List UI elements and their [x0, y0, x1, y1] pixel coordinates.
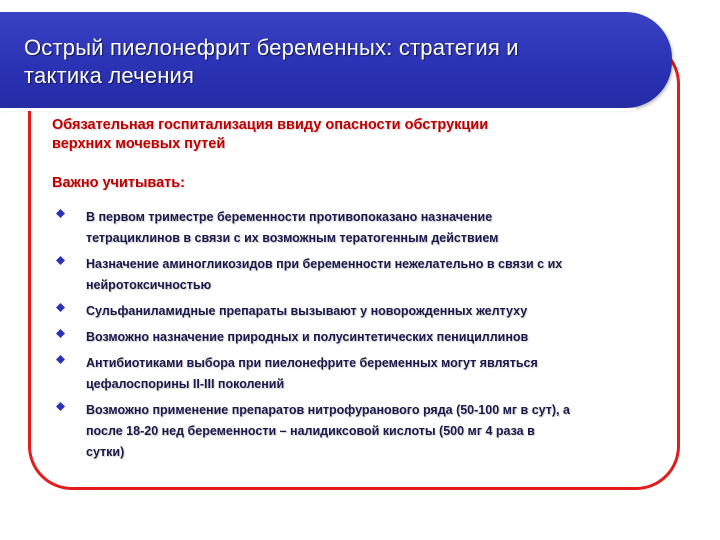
bullet-diamond-icon — [56, 303, 65, 312]
bullet-diamond-icon — [56, 256, 65, 265]
list-item — [52, 301, 662, 322]
bullet-text — [86, 400, 662, 463]
bullet-diamond-icon — [56, 402, 65, 411]
title-underline — [0, 108, 636, 111]
bullet-1-line-1: В первом триместре беременности противопоказано назначение — [86, 210, 493, 224]
bullet-text — [86, 327, 662, 348]
bullet-6-line-2: после 18-20 нед беременности – налидиксовой кислоты (500 мг 4 раза в — [86, 424, 535, 438]
bullet-4-line-1: Возможно назначение природных и полусинтетических пенициллинов — [86, 330, 529, 344]
bullet-diamond-icon — [56, 355, 65, 364]
bullet-diamond-icon — [56, 209, 65, 218]
important-label: Важно учитывать: — [52, 175, 185, 191]
bullet-5-line-2: цефалоспорины II-III поколений — [86, 377, 285, 391]
slide-title-line-2: тактика лечения — [24, 63, 195, 88]
slide-title — [24, 34, 644, 90]
list-item — [52, 353, 662, 395]
bullet-6-line-1: Возможно применение препаратов нитрофуранового ряда (50-100 мг в сут), а — [86, 403, 570, 417]
list-item — [52, 207, 662, 249]
hospitalization-line-2: верхних мочевых путей — [52, 136, 226, 152]
bullet-6-line-3: сутки) — [86, 445, 125, 459]
bullet-list — [52, 207, 662, 463]
bullet-text — [86, 207, 662, 249]
list-item — [52, 400, 662, 463]
bullet-5-line-1: Антибиотиками выбора при пиелонефрите беременных могут являться — [86, 356, 538, 370]
bullet-2-line-2: нейротоксичностью — [86, 278, 212, 292]
list-item — [52, 254, 662, 296]
bullet-1-line-2: тетрациклинов в связи с их возможным тератогенным действием — [86, 231, 499, 245]
bullet-text — [86, 254, 662, 296]
title-banner — [0, 12, 672, 108]
bullet-2-line-1: Назначение аминогликозидов при беременности нежелательно в связи с их — [86, 257, 563, 271]
slide-title-line-1: Острый пиелонефрит беременных: стратегия и — [24, 35, 519, 60]
bullet-text — [86, 301, 662, 322]
slide-content — [52, 116, 662, 468]
bullet-text — [86, 353, 662, 395]
hospitalization-text — [52, 116, 662, 154]
hospitalization-line-1: Обязательная госпитализация ввиду опасности обструкции — [52, 117, 489, 133]
bullet-3-line-1: Сульфаниламидные препараты вызывают у новорожденных желтуху — [86, 304, 528, 318]
list-item — [52, 327, 662, 348]
bullet-diamond-icon — [56, 329, 65, 338]
